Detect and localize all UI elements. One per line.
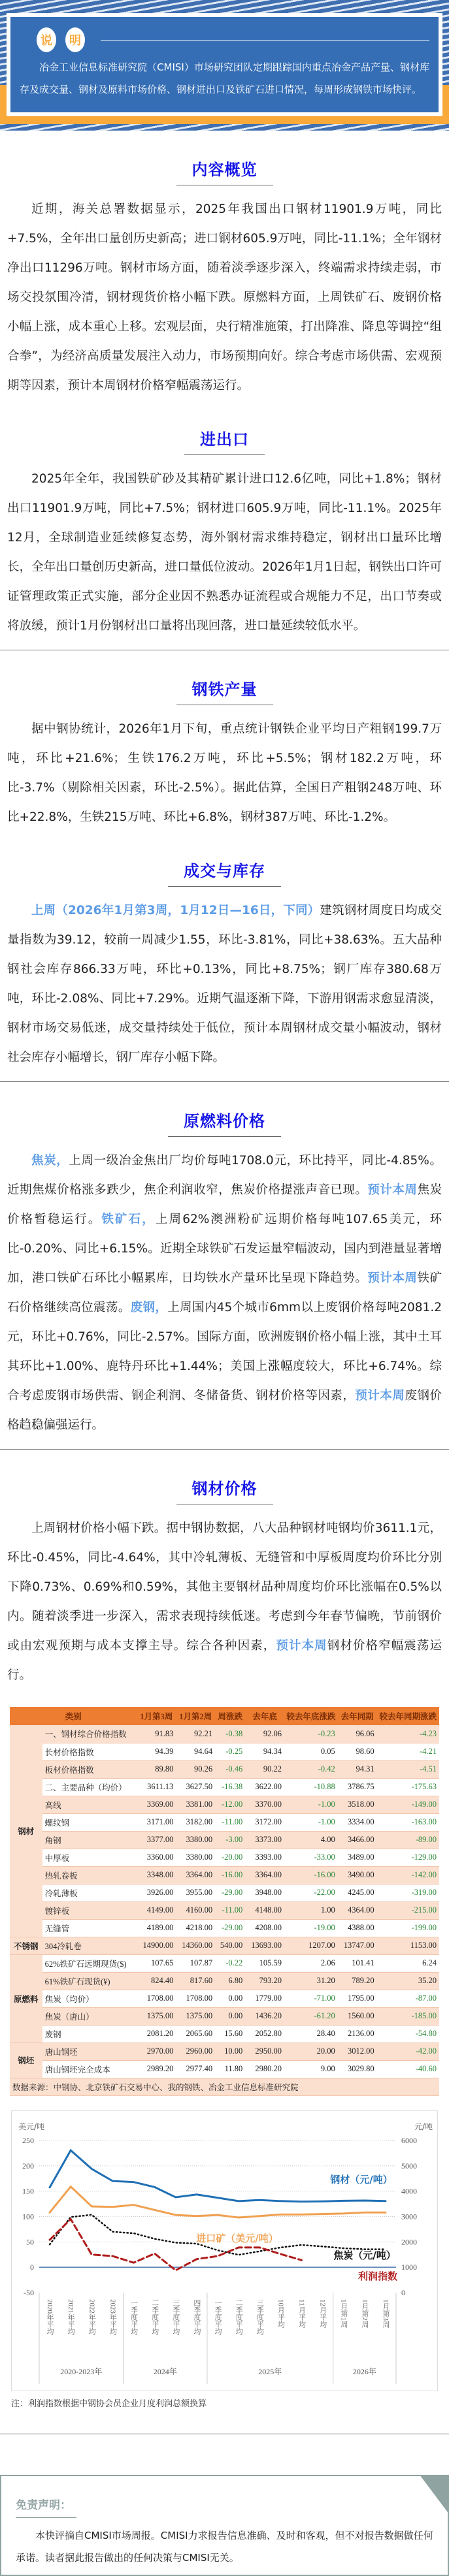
table-cell: 13747.00 [338,1937,377,1954]
table-cell: 20.00 [284,2043,338,2060]
series-label-profit: 利润指数 [358,2270,397,2282]
table-cell: 4189.00 [137,1919,176,1937]
table-cell: -4.51 [377,1760,439,1778]
table-cell: 10.00 [215,2043,245,2060]
table-header-cell: 1月第2周 [176,1707,215,1725]
left-axis-unit: 美元/吨 [18,2122,44,2131]
table-cell: 91.83 [137,1725,176,1743]
left-tick-label: 100 [22,2212,34,2221]
table-cell: 2.06 [284,1954,338,1972]
table-cell: 3518.00 [338,1796,377,1813]
table-cell: 13693.00 [245,1937,284,1954]
table-cell: 镀锌板 [42,1901,137,1919]
table-cell: 2081.20 [137,2025,176,2043]
section-title-wrap [7,1082,442,1137]
table-cell: 焦炭（均价） [42,1990,137,2007]
right-tick-label: 1000 [401,2263,417,2272]
section-1 [0,400,449,641]
table-cell: 2970.00 [137,2043,176,2060]
table-row [10,1901,439,1919]
table-cell: 107.87 [176,1954,215,1972]
table-cell: 14900.00 [137,1937,176,1954]
table-cell: 92.21 [176,1725,215,1743]
table-row [10,1813,439,1831]
table-cell: 62%铁矿石远期现货($) [42,1954,137,1972]
right-tick-label: 4000 [401,2186,417,2195]
table-cell: 3029.80 [338,2060,377,2078]
group-label: 2024年 [154,2366,177,2376]
section-title-wrap [7,400,442,455]
table-cell: -163.00 [377,1813,439,1831]
category-label: 1月第3周 [382,2299,390,2328]
paragraph-text: 上周钢材价格小幅下跌。据中钢协数据，八大品种钢材吨钢均价3611.1元，环比-0.45%，同比-4.64%，其中冷轧薄板、无缝管和中厚板周度均价环比分别下降0.73%、0.69%和0.59%，其他主要钢材品种周度均价环比涨幅在0.5%以内。随着淡季进一步深入，需求表现持续低迷。考虑到今年春节偏晚，节前钢价或由宏观预期与成本支撑主导。综合各种因素， [7,1521,442,1653]
table-cell: -16.38 [215,1778,245,1796]
section-paragraph [7,1146,442,1440]
table-cell: 11.80 [215,2060,245,2078]
table-cell: 3369.00 [137,1796,176,1813]
table-cell: 793.20 [245,1972,284,1990]
highlight-text: 预计本周 [367,1183,417,1197]
table-cell: 3381.00 [176,1796,215,1813]
table-cell: -185.00 [377,2007,439,2025]
table-cell: 3490.00 [338,1866,377,1884]
table-cell: 3622.00 [245,1778,284,1796]
section-4 [0,1082,449,1440]
table-cell: 3348.00 [137,1866,176,1884]
table-header-cell: 类别 [10,1707,137,1725]
category-label: 10月平均 [276,2299,285,2328]
table-cell: 3393.00 [245,1849,284,1866]
table-cell: 1153.00 [377,1937,439,1954]
price-table [10,1707,439,2096]
table-header-cell: 去年底 [245,1707,284,1725]
paragraph-text: 废钢价格趋稳偏强运行。 [7,1389,442,1432]
highlight-text: 预计本周 [355,1389,405,1403]
table-cell: -11.00 [215,1813,245,1831]
table-cell: -20.00 [215,1849,245,1866]
disclaimer-text: 本快评摘自CMISI市场周报。CMISI力求报告信息准确、及时和客观，但不对报告数据做任何承诺。读者据此报告做出的任何决策与CMISI无关。 [16,2524,433,2569]
table-cell: -0.46 [215,1760,245,1778]
table-cell: 28.40 [284,2025,338,2043]
category-label: 12月平均 [319,2299,327,2328]
table-cell: 2136.00 [338,2025,377,2043]
table-row [10,2007,439,2025]
section-title-wrap [7,1450,442,1504]
table-cell: 热轧卷板 [42,1866,137,1884]
table-cell: 3360.00 [137,1849,176,1866]
series-label-steel: 钢材（元/吨） [329,2174,392,2186]
table-cell: 1779.00 [245,1990,284,2007]
table-cell: 角钢 [42,1831,137,1849]
disclaimer-box [0,2475,449,2576]
table-cell: 98.60 [338,1743,377,1760]
left-tick-label: 0 [30,2263,34,2272]
section-title: 内容概览 [176,157,273,185]
table-cell: 冷轧薄板 [42,1884,137,1901]
table-row [10,2025,439,2043]
category-label: 1月第1周 [340,2299,348,2328]
paragraph-text: 2025年全年，我国铁矿砂及其精矿累计进口12.6亿吨，同比+1.8%；钢材出口11901.9万吨，同比+7.5%；钢材进口605.9万吨，同比-11.1%。2025年12月，全球制造业延续修复态势，海外钢材需求维持稳定，钢材出口量环比增长，全年出口量创历史新高，进口量低位波动。2026年1月1日起，钢铁出口许可证管理政策正式实施，部分企业因不熟悉办证流程或合规能力不足，出口节奏或将放缓，预计1月份钢材出口量将出现回落，进口量延续较低水平。 [7,472,442,633]
table-cell: 6.24 [377,1954,439,1972]
intro-box [10,17,439,112]
table-row [10,1972,439,1990]
table-cell: 3611.13 [137,1778,176,1796]
table-cell: 3926.00 [137,1884,176,1901]
table-cell: 1560.00 [338,2007,377,2025]
section-2 [0,650,449,832]
table-row [10,1778,439,1796]
section-0 [0,131,449,400]
table-cell: 3012.00 [338,2043,377,2060]
table-cell: 二、主要品种（均价） [42,1778,137,1796]
table-row [10,2043,439,2060]
left-tick-label: 50 [26,2237,34,2246]
paragraph-text: 建筑钢材周度日均成交量指数为39.12，较前一周减少1.55，环比-3.81%，同比+38.63%。五大品种钢社会库存866.33万吨，环比+0.13%，同比+8.75%；钢厂库存380.68万吨，环比-2.08%、同比+7.29%。近期气温逐渐下降，下游用钢需求愈显清淡，钢材市场交易低迷，成交量持续处于低位，预计本周钢材成交量小幅波动，钢材社会库存小幅增长，钢厂库存小幅下降。 [7,904,442,1064]
table-cell: 1.00 [284,1901,338,1919]
paragraph-text: 据中钢协统计，2026年1月下旬，重点统计钢铁企业平均日产粗钢199.7万吨，环比+21.6%；生铁176.2万吨，环比+5.5%；钢材182.2万吨，环比-3.7%（剔除相关因素，环比-2.5%）。据此估算，全国日产粗钢248万吨、环比+22.8%，生铁215万吨、环比+6.8%，钢材387万吨、环比-1.2%。 [7,722,442,824]
paragraph-text: 焦炭价格暂稳运行。 [7,1183,442,1226]
paragraph-text: 上周国内45个城市6mm以上废钢价格每吨2081.2元，环比+0.76%，同比-2.57%。国际方面，欧洲废钢价格小幅上涨，其中土耳其环比+1.00%、鹿特丹环比+1.44%；美国上涨幅度较大，环比+6.74%。综合考虑废钢市场供需、钢企利润、冬储备货、钢材价格等因素， [7,1301,442,1403]
table-cell: -33.00 [284,1849,338,1866]
badge-ming: 明 [65,27,85,52]
table-row [10,1743,439,1760]
table-cell: 4.00 [284,1831,338,1849]
table-cell: -175.63 [377,1778,439,1796]
table-cell: -0.25 [215,1743,245,1760]
table-cell: -16.00 [215,1866,245,1884]
table-cell: -10.88 [284,1778,338,1796]
table-cell: 35.20 [377,1972,439,1990]
table-row [10,1831,439,1849]
table-cell: -4.23 [377,1725,439,1743]
category-label: 二季度平均 [235,2299,243,2335]
section-paragraph [7,1514,442,1690]
table-cell: -0.22 [215,1954,245,1972]
table-cell: 3380.00 [176,1831,215,1849]
table-cell: 4208.00 [245,1919,284,1937]
category-label: 11月平均 [297,2299,306,2328]
category-label: 2023年平均 [108,2299,117,2335]
group-label: 2020-2023年 [60,2366,102,2376]
section-title-wrap [7,650,442,705]
paragraph-text: 上周一级冶金焦出厂均价每吨1708.0元，环比持平，同比-4.85%。近期焦煤价格涨多跌少，焦企利润收窄，焦炭价格提涨声音已现。 [7,1154,442,1197]
table-cell: 3364.00 [176,1866,215,1884]
table-source: 数据来源：中钢协、北京铁矿石交易中心、我的钢铁、冶金工业信息标准研究院 [10,2078,439,2095]
table-cell: 1436.20 [245,2007,284,2025]
table-cell: -3.00 [215,1831,245,1849]
table-cell: 3182.00 [176,1813,215,1831]
table-cell: 6.80 [215,1972,245,1990]
category-label: 2021年平均 [67,2299,75,2335]
left-tick-label: 200 [22,2161,34,2170]
section-title: 钢铁产量 [176,676,273,705]
table-cell: -87.00 [377,1990,439,2007]
series-line [50,2219,301,2270]
highlight-text: 预计本周 [367,1271,417,1285]
table-row [10,1990,439,2007]
table-cell: 长材价格指数 [42,1743,137,1760]
report-body [0,131,449,2096]
table-cell: 中厚板 [42,1849,137,1866]
table-cell: 94.31 [338,1760,377,1778]
table-row [10,2060,439,2078]
right-axis-unit: 元/吨 [414,2122,433,2131]
section-paragraph [7,714,442,832]
table-cell: 0.00 [215,2007,245,2025]
table-group-cell: 原燃料 [10,1954,42,2043]
table-header-cell: 周涨跌 [215,1707,245,1725]
section-title: 进出口 [184,426,265,455]
group-label: 2026年 [353,2366,376,2376]
paragraph-text: 铁矿石价格继续高位震荡。 [7,1271,442,1314]
right-tick-label: 0 [401,2288,405,2297]
table-cell: -4.21 [377,1743,439,1760]
table-cell: 高线 [42,1796,137,1813]
price-chart-svg [12,2111,439,2390]
section-5 [0,1450,449,2096]
table-cell: -11.00 [215,1901,245,1919]
category-label: 一季度平均 [130,2299,139,2335]
table-cell: -22.00 [284,1884,338,1901]
table-cell: 94.34 [245,1743,284,1760]
table-source-row [10,2078,439,2095]
table-cell: 1708.00 [176,1990,215,2007]
paragraph-text: 上周62%澳洲粉矿远期价格每吨107.65美元，环比-0.20%、同比+6.15%。近期全球铁矿石发运量窄幅波动，国内到港量显著增加，港口铁矿石环比小幅累库，日均铁水产量环比呈现下降趋势。 [7,1213,442,1285]
table-row [10,1937,439,1954]
series-label-ore: 进口矿（美元/吨） [195,2233,278,2244]
category-label: 2020年平均 [46,2299,54,2335]
table-cell: -129.00 [377,1849,439,1866]
paragraph-text: 钢材价格窄幅震荡运行。 [7,1639,442,1682]
table-cell: -29.00 [215,1919,245,1937]
table-cell: 94.39 [137,1743,176,1760]
table-cell: 2052.80 [245,2025,284,2043]
table-cell: -149.00 [377,1796,439,1813]
table-cell: 789.20 [338,1972,377,1990]
table-cell: 2980.20 [245,2060,284,2078]
table-cell: 90.22 [245,1760,284,1778]
table-cell: 105.59 [245,1954,284,1972]
table-cell: 3380.00 [176,1849,215,1866]
table-cell: 废钢 [42,2025,137,2043]
table-cell: 1207.00 [284,1937,338,1954]
table-cell: -19.00 [284,1919,338,1937]
table-cell: 3370.00 [245,1796,284,1813]
category-label: 1月第2周 [361,2299,369,2328]
table-cell: 817.60 [176,1972,215,1990]
table-row [10,1760,439,1778]
table-cell: 1375.00 [137,2007,176,2025]
table-cell: 2977.40 [176,2060,215,2078]
section-paragraph [7,195,442,400]
section-paragraph [7,896,442,1072]
category-label: 二季度平均 [151,2299,159,2335]
right-tick-label: 3000 [401,2212,417,2221]
badge-shuo: 说 [37,27,56,52]
table-cell: 107.65 [137,1954,176,1972]
table-cell: 92.06 [245,1725,284,1743]
left-tick-label: 250 [22,2136,34,2145]
table-cell: 唐山钢坯 [42,2043,137,2060]
section-title-wrap [7,832,442,887]
section-title: 原燃料价格 [168,1108,281,1137]
table-row [10,1954,439,1972]
table-row [10,1866,439,1884]
section-3 [0,832,449,1072]
table-cell: 2065.60 [176,2025,215,2043]
section-title-wrap [7,131,442,185]
table-cell: 94.64 [176,1743,215,1760]
left-tick-label: -50 [24,2288,34,2297]
table-row [10,1796,439,1813]
table-cell: -42.00 [377,2043,439,2060]
table-cell: 4364.00 [338,1901,377,1919]
table-header-cell: 较去年底涨跌 [284,1707,338,1725]
table-group-cell: 钢材 [10,1725,42,1937]
table-cell: 4388.00 [338,1919,377,1937]
chart-note: 注：利润指数根据中钢协会员企业月度利润总额换算 [11,2396,438,2409]
table-cell: 2989.20 [137,2060,176,2078]
table-cell: 3172.00 [245,1813,284,1831]
table-cell: 唐山钢坯完全成本 [42,2060,137,2078]
table-cell: -142.00 [377,1866,439,1884]
category-label: 三季度平均 [256,2298,264,2334]
table-cell: 4149.00 [137,1901,176,1919]
table-cell: -16.00 [284,1866,338,1884]
disclaimer-title: 免责声明： [16,2496,76,2518]
category-label: 三季度平均 [172,2298,180,2334]
highlight-text: 上周（2026年1月第3周，1月12日—16日，下同） [31,904,320,917]
category-label: 2022年平均 [88,2299,96,2335]
price-chart [11,2110,438,2391]
table-cell: 14360.00 [176,1937,215,1954]
table-header-row [10,1707,439,1725]
table-cell: -89.00 [377,1831,439,1849]
table-row [10,1919,439,1937]
table-cell: 31.20 [284,1972,338,1990]
disclaimer-corner [420,2475,449,2514]
highlight-text: 焦炭， [31,1154,69,1168]
table-cell: 焦炭（唐山） [42,2007,137,2025]
highlight-text: 预计本周 [276,1639,327,1653]
table-cell: 96.06 [338,1725,377,1743]
table-cell: 3489.00 [338,1849,377,1866]
intro-text: 冶金工业信息标准研究院（CMISI）市场研究团队定期跟踪国内重点冶金产品产量、钢材库存及成交量、钢材及原料市场价格、钢材进出口及铁矿石进口情况，每周形成钢铁市场快评。 [20,56,429,101]
table-cell: 0.05 [284,1743,338,1760]
table-cell: 2960.00 [176,2043,215,2060]
table-group-cell: 不锈钢 [10,1937,42,1954]
category-label: 四季度平均 [193,2298,201,2334]
table-cell: 一、钢材综合价格指数 [42,1725,137,1743]
table-cell: 1708.00 [137,1990,176,2007]
section-title: 钢材价格 [176,1476,273,1504]
table-cell: -1.00 [284,1813,338,1831]
table-header-cell: 1月第3周 [137,1707,176,1725]
intro-banner [0,0,449,131]
table-cell: 1795.00 [338,1990,377,2007]
table-cell: 3373.00 [245,1831,284,1849]
table-cell: 9.00 [284,2060,338,2078]
table-header-cell: 去年同期 [338,1707,377,1725]
table-cell: -0.23 [284,1725,338,1743]
table-cell: 4148.00 [245,1901,284,1919]
table-cell: 824.40 [137,1972,176,1990]
left-tick-label: 150 [22,2186,34,2195]
table-cell: 1375.00 [176,2007,215,2025]
table-cell: 3955.00 [176,1884,215,1901]
table-cell: 3364.00 [245,1866,284,1884]
table-cell: 无缝管 [42,1919,137,1937]
table-cell: 3466.00 [338,1831,377,1849]
table-cell: 3334.00 [338,1813,377,1831]
table-row [10,1849,439,1866]
table-cell: -1.00 [284,1796,338,1813]
right-tick-label: 6000 [401,2136,417,2145]
right-tick-label: 5000 [401,2161,417,2170]
table-cell: 3786.75 [338,1778,377,1796]
right-tick-label: 2000 [401,2237,417,2246]
table-cell: 3948.00 [245,1884,284,1901]
table-cell: -40.60 [377,2060,439,2078]
table-cell: 0.00 [215,1990,245,2007]
category-label: 一季度平均 [214,2299,222,2335]
table-cell: 101.41 [338,1954,377,1972]
series-label-coke: 焦炭（元/吨） [333,2250,395,2261]
table-group-cell: 钢坯 [10,2043,42,2078]
table-cell: 3171.00 [137,1813,176,1831]
table-cell: 3377.00 [137,1831,176,1849]
section-paragraph [7,464,442,641]
table-cell: -71.00 [284,1990,338,2007]
table-cell: 540.00 [215,1937,245,1954]
table-cell: -54.80 [377,2025,439,2043]
table-cell: 4218.00 [176,1919,215,1937]
table-cell: -0.42 [284,1760,338,1778]
table-cell: 板材价格指数 [42,1760,137,1778]
table-cell: -12.00 [215,1796,245,1813]
table-cell: 15.60 [215,2025,245,2043]
table-header-cell: 较去年同期涨跌 [377,1707,439,1725]
table-cell: 61%铁矿石现货(¥) [42,1972,137,1990]
table-cell: -215.00 [377,1901,439,1919]
table-cell: -29.00 [215,1884,245,1901]
table-cell: 螺纹钢 [42,1813,137,1831]
table-cell: -319.00 [377,1884,439,1901]
table-cell: 90.26 [176,1760,215,1778]
table-cell: -0.38 [215,1725,245,1743]
table-cell: 2950.00 [245,2043,284,2060]
table-cell: -199.00 [377,1919,439,1937]
section-title: 成交与库存 [168,858,281,887]
table-cell: 304冷轧卷 [42,1937,137,1954]
group-label: 2025年 [258,2366,282,2376]
banner-frame [7,13,442,116]
highlight-text: 废钢， [131,1301,168,1314]
paragraph-text: 近期，海关总署数据显示，2025年我国出口钢材11901.9万吨，同比+7.5%，全年出口量创历史新高；进口钢材605.9万吨，同比-11.1%；全年钢材净出口11296万吨。钢材市场方面，随着淡季逐步深入，终端需求持续走弱，市场交投氛围冷清，钢材现货价格小幅下跌。原燃料方面，上周铁矿石、废钢价格小幅上涨，成本重心上移。宏观层面，央行精准施策，打出降准、降息等调控“组合拳”，为经济高质量发展注入动力，市场预期向好。综合考虑市场供需、宏观预期等因素，预计本周钢材价格窄幅震荡运行。 [7,202,442,392]
table-row [10,1725,439,1743]
table-cell: 3627.50 [176,1778,215,1796]
table-cell: 4160.00 [176,1901,215,1919]
table-cell: 89.80 [137,1760,176,1778]
table-cell: -61.20 [284,2007,338,2025]
table-cell: 4245.00 [338,1884,377,1901]
highlight-text: 铁矿石， [101,1213,156,1226]
table-row [10,1884,439,1901]
